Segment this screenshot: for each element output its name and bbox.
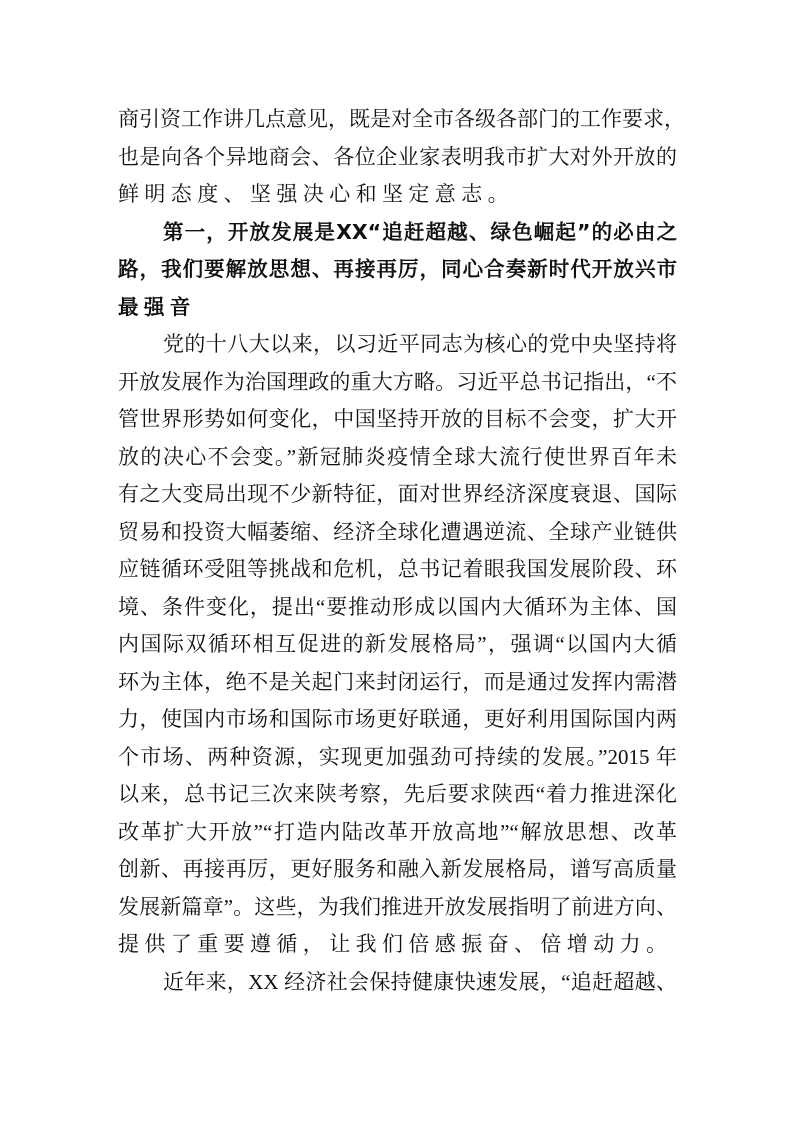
text-line: 力，使国内市场和国际市场更好联通，更好利用国际国内两 xyxy=(118,707,677,731)
text-line: 商引资工作讲几点意见，既是对全市各级各部门的工作要求， xyxy=(118,107,685,131)
text-line: 发展新篇章”。这些，为我们推进开放发展指明了前进方向、 xyxy=(118,894,677,919)
text-line: 最强音 xyxy=(118,294,196,319)
body-paragraph xyxy=(118,964,677,1002)
document-page xyxy=(118,101,685,1001)
text-line: 以来，总书记三次来陕考察，先后要求陕西“着力推进深化 xyxy=(118,782,677,806)
text-line: 创新、再接再厉，更好服务和融入新发展格局，谱写高质量 xyxy=(118,857,677,881)
text-line: 个市场、两种资源，实现更加强劲可持续的发展。”2015 年 xyxy=(118,744,677,769)
text-line: 路，我们要解放思想、再接再厉，同心合奏新时代开放兴市 xyxy=(118,257,677,281)
text-line: 改革扩大开放”“打造内陆改革开放高地”“解放思想、改革 xyxy=(118,819,677,844)
text-line: 有之大变局出现不少新特征，面对世界经济深度衰退、国际 xyxy=(118,482,677,506)
body-paragraph xyxy=(118,101,685,214)
text-line: 应链循环受阻等挑战和危机，总书记着眼我国发展阶段、环 xyxy=(118,557,677,581)
text-line: 提供了重要遵循，让我们倍感振奋、倍增动力。 xyxy=(118,932,673,956)
text-line: 鲜明态度、坚强决心和坚定意志。 xyxy=(118,182,514,206)
text-line: 放的决心不会变。”新冠肺炎疫情全球大流行使世界百年未 xyxy=(118,444,677,469)
text-line: 第一，开放发展是XX“追赶超越、绿色崛起”的必由之 xyxy=(163,219,677,244)
text-line: 内国际双循环相互促进的新发展格局”，强调“以国内大循 xyxy=(118,632,677,656)
text-line: 近年来，XX 经济社会保持健康快速发展，“追赶超越、 xyxy=(163,969,677,994)
text-line: 境、条件变化，提出“要推动形成以国内大循环为主体、国 xyxy=(118,594,677,619)
text-line: 也是向各个异地商会、各位企业家表明我市扩大对外开放的 xyxy=(118,144,677,169)
text-line: 开放发展作为治国理政的重大方略。习近平总书记指出，“不 xyxy=(118,369,677,394)
text-line: 党的十八大以来，以习近平同志为核心的党中央坚持将 xyxy=(163,332,677,356)
body-paragraph xyxy=(118,326,677,964)
text-line: 环为主体，绝不是关起门来封闭运行，而是通过发挥内需潜 xyxy=(118,669,677,694)
text-line: 管世界形势如何变化，中国坚持开放的目标不会变，扩大开 xyxy=(118,407,677,431)
section-heading xyxy=(118,214,677,327)
text-line: 贸易和投资大幅萎缩、经济全球化遭遇逆流、全球产业链供 xyxy=(118,519,677,544)
